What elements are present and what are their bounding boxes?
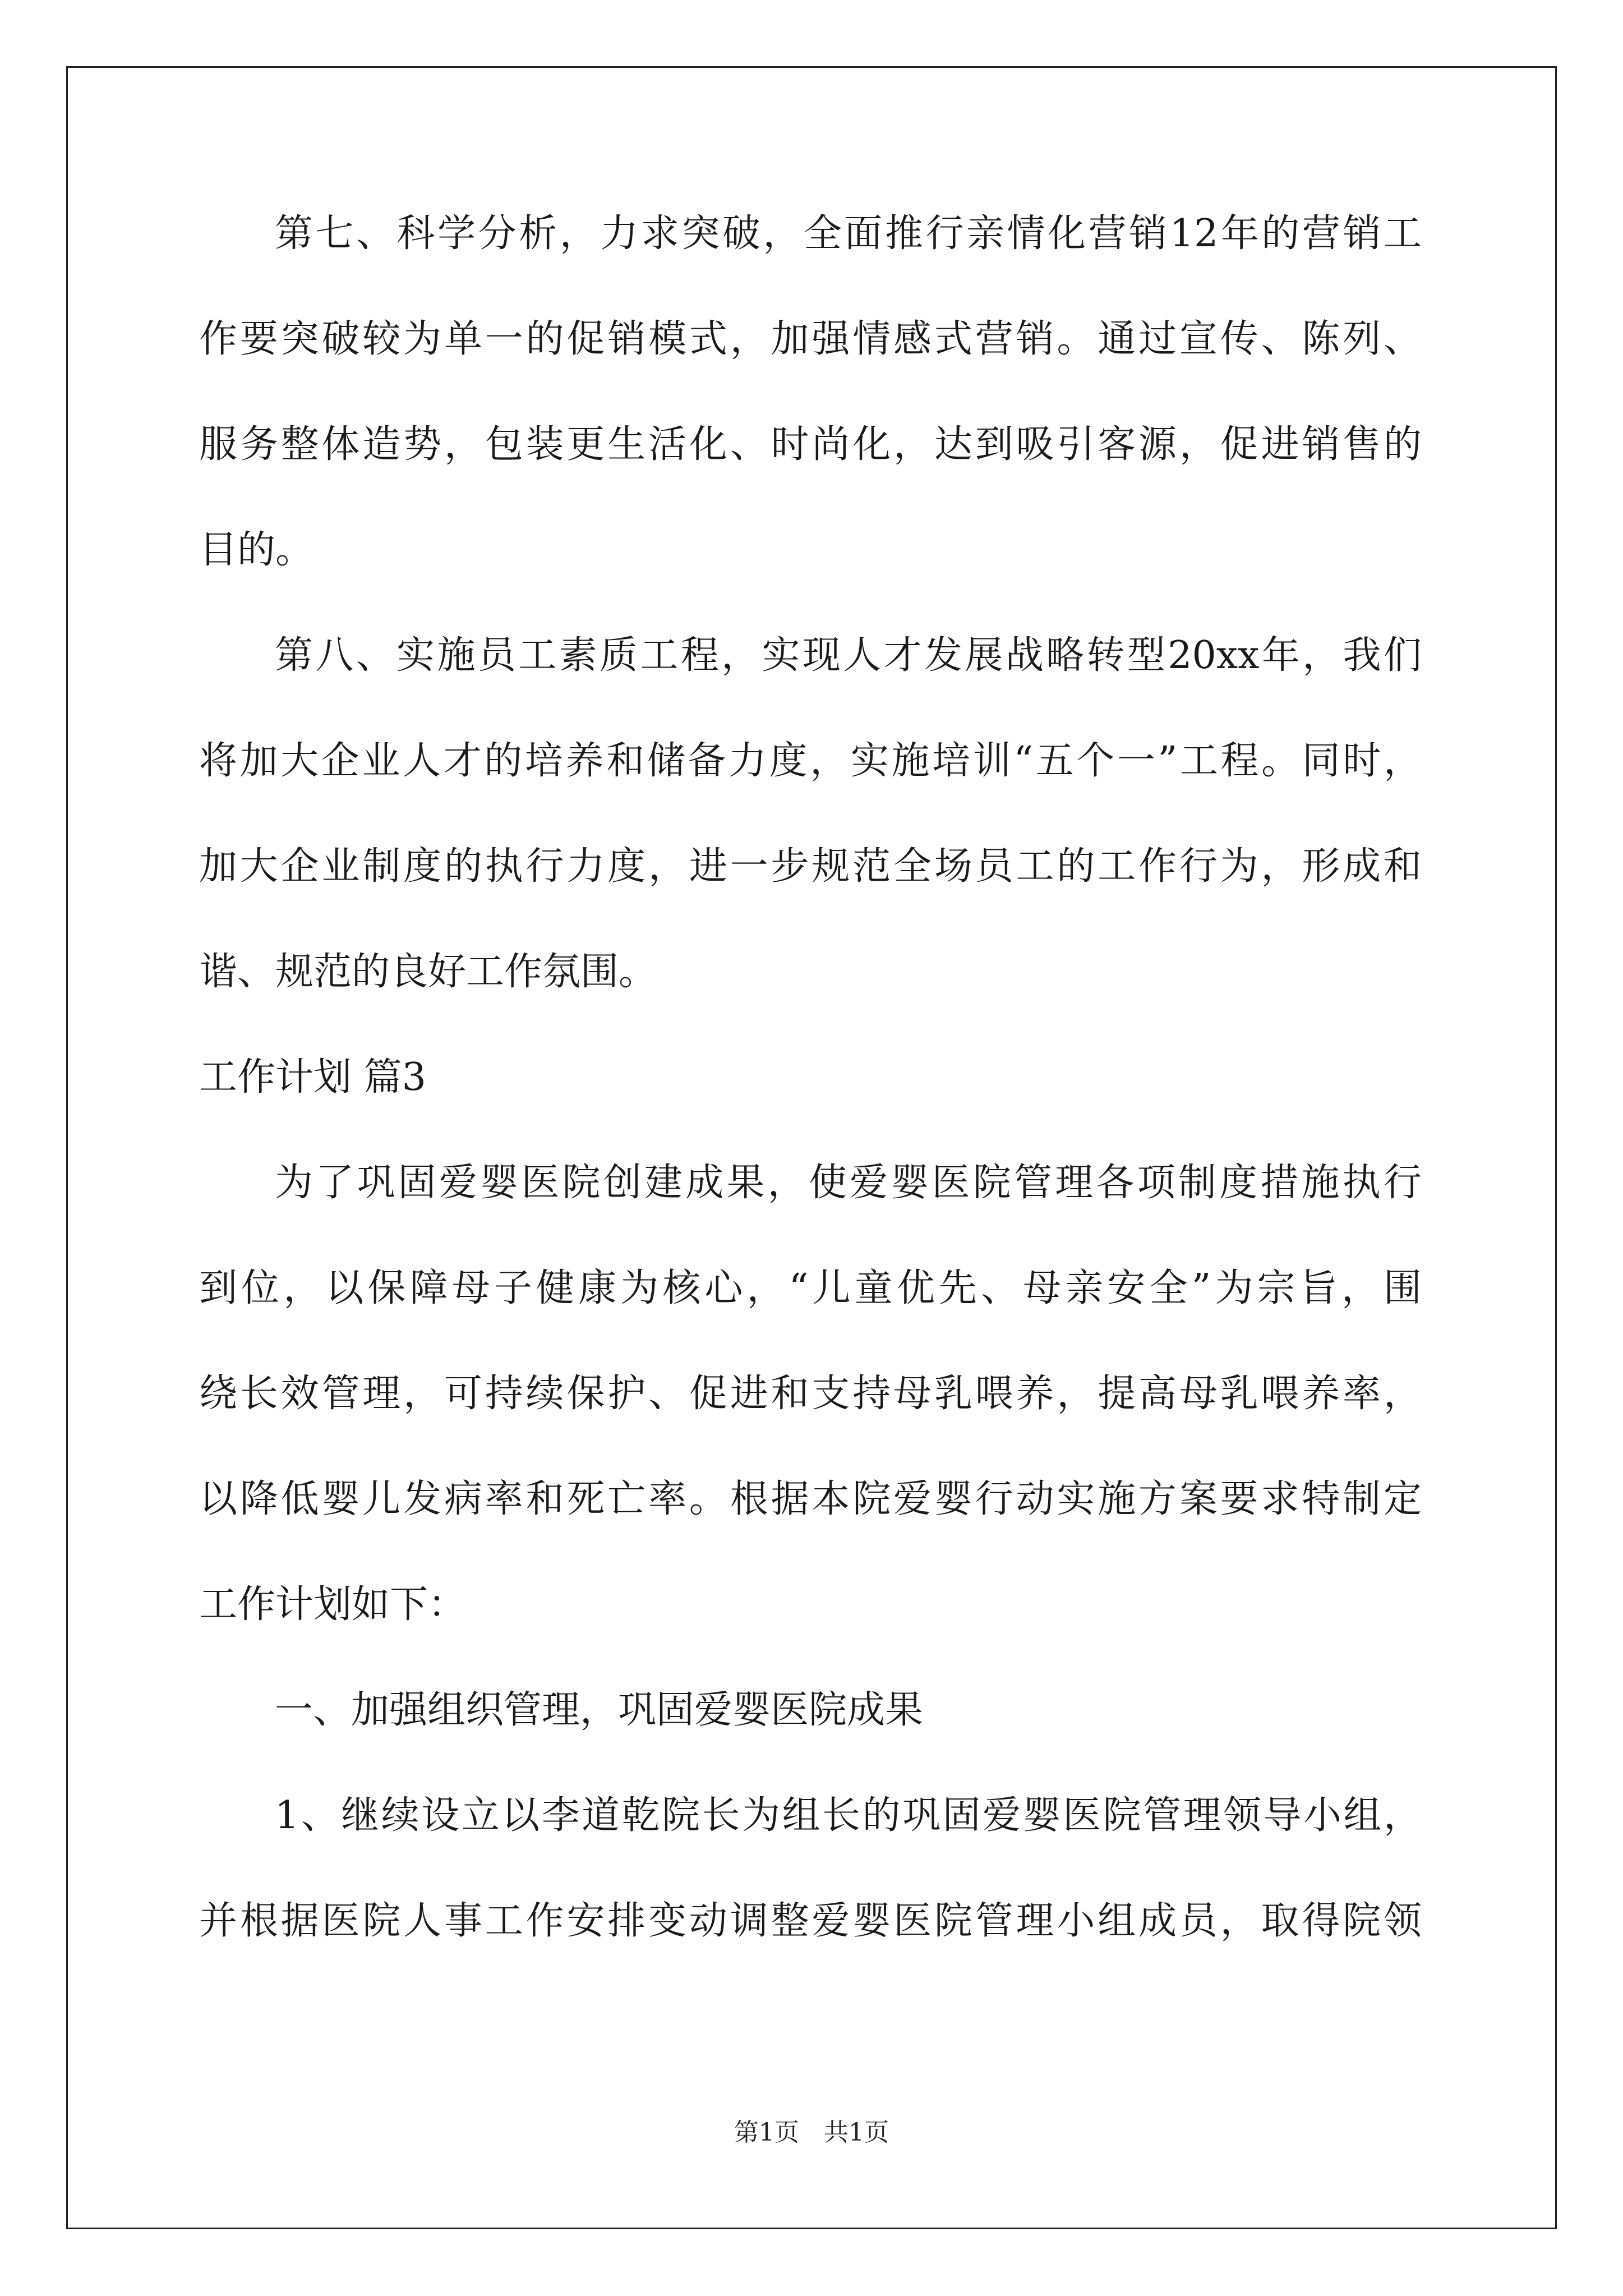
page-footer: 第1页 共1页 bbox=[734, 2118, 889, 2147]
paragraph-line: 并根据医院人事工作安排变动调整爱婴医院管理小组成员，取得院领 bbox=[199, 1899, 1422, 1943]
paragraph-line: 工作计划如下： bbox=[199, 1582, 467, 1627]
paragraph-line: 将加大企业人才的培养和储备力度，实施培训“五个一”工程。同时， bbox=[199, 739, 1422, 783]
paragraph-line: 作要突破较为单一的促销模式，加强情感式营销。通过宣传、陈列、 bbox=[199, 317, 1422, 361]
paragraph-line: 1、继续设立以李道乾院长为组长的巩固爱婴医院管理领导小组， bbox=[275, 1793, 1422, 1838]
paragraph-line: 到位，以保障母子健康为核心，“儿童优先、母亲安全”为宗旨，围 bbox=[199, 1266, 1422, 1310]
paragraph-line: 目的。 bbox=[199, 528, 314, 572]
paragraph-line: 绕长效管理，可持续保护、促进和支持母乳喂养，提高母乳喂养率， bbox=[199, 1372, 1422, 1416]
paragraph-line: 服务整体造势，包装更生活化、时尚化，达到吸引客源，促进销售的 bbox=[199, 422, 1422, 467]
paragraph-line: 第七、科学分析，力求突破，全面推行亲情化营销12年的营销工 bbox=[275, 211, 1422, 256]
paragraph-line: 以降低婴儿发病率和死亡率。根据本院爱婴行动实施方案要求特制定 bbox=[199, 1477, 1422, 1521]
document-body bbox=[199, 208, 1422, 1947]
paragraph-line: 谐、规范的良好工作氛围。 bbox=[199, 950, 657, 994]
paragraph-line: 为了巩固爱婴医院创建成果，使爱婴医院管理各项制度措施执行 bbox=[275, 1161, 1422, 1205]
paragraph-line: 第八、实施员工素质工程，实现人才发展战略转型20xx年，我们 bbox=[275, 633, 1422, 678]
section-heading: 工作计划 篇3 bbox=[199, 1055, 426, 1099]
paragraph-line: 加大企业制度的执行力度，进一步规范全场员工的工作行为，形成和 bbox=[199, 844, 1422, 889]
subsection-heading: 一、加强组织管理，巩固爱婴医院成果 bbox=[275, 1688, 924, 1732]
